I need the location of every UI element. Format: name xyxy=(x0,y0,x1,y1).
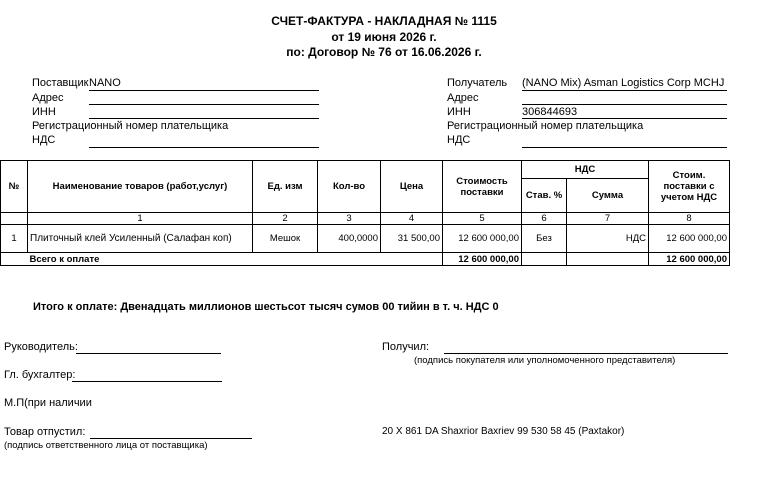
row-qty: 400,0000 xyxy=(318,225,381,253)
row-item-name: Плиточный клей Усиленный (Салафан коп) xyxy=(28,225,253,253)
row-total: 12 600 000,00 xyxy=(649,225,730,253)
supplier-label: Поставщик xyxy=(32,77,89,89)
invoice-table xyxy=(0,160,730,266)
supplier-vat-line xyxy=(89,147,319,148)
col-number: 5 xyxy=(443,213,522,225)
released-label: Товар отпустил: xyxy=(4,426,86,438)
recipient-name: (NANO Mix) Asman Logistics Corp MCHJ xyxy=(522,77,725,89)
head-signature-line xyxy=(76,353,221,354)
recipient-vat-label: НДС xyxy=(447,134,471,146)
received-signature-line xyxy=(444,353,728,354)
supplier-inn-label: ИНН xyxy=(32,106,56,118)
total-cost: 12 600 000,00 xyxy=(443,253,522,266)
total-label: Всего к оплате xyxy=(28,253,443,266)
col-number: 3 xyxy=(318,213,381,225)
header-name: Наименование товаров (работ,услуг) xyxy=(28,161,253,213)
driver-info: 20 X 861 DA Shaxrior Baxriev 99 530 58 45 (Paxtakor) xyxy=(382,426,625,437)
recipient-label: Получатель xyxy=(447,77,508,89)
row-price: 31 500,00 xyxy=(381,225,443,253)
row-cost: 12 600 000,00 xyxy=(443,225,522,253)
header-qty: Кол-во xyxy=(318,161,381,213)
header-unit: Ед. изм xyxy=(253,161,318,213)
row-vat-rate: Без xyxy=(522,225,567,253)
supplier-vat-label: НДС xyxy=(32,134,56,146)
supplier-address-label: Адрес xyxy=(32,92,64,104)
header-num: № xyxy=(1,161,28,213)
row-num: 1 xyxy=(1,225,28,253)
header-vat-rate: Став. % xyxy=(522,179,567,213)
col-number xyxy=(1,213,28,225)
supplier-address-line xyxy=(89,104,319,105)
total-row xyxy=(1,253,730,266)
header-cost: Стоимость поставки xyxy=(443,161,522,213)
invoice-title: СЧЕТ-ФАКТУРА - НАКЛАДНАЯ № 1115 xyxy=(271,14,497,28)
total-summary-text: Итого к оплате: Двенадцать миллионов шестьсот тысяч сумов 00 тийин в т. ч. НДС 0 xyxy=(33,301,499,313)
header-price: Цена xyxy=(381,161,443,213)
recipient-inn-line xyxy=(522,118,727,119)
stamp-label: М.П(при наличии xyxy=(4,397,92,409)
col-number: 1 xyxy=(28,213,253,225)
total-with-vat: 12 600 000,00 xyxy=(649,253,730,266)
header-total: Стоим. поставки с учетом НДС xyxy=(649,161,730,213)
supplier-reg-label: Регистрационный номер плательщика xyxy=(32,120,229,132)
header-vat-group: НДС xyxy=(522,161,649,179)
col-number: 4 xyxy=(381,213,443,225)
supplier-name: NANO xyxy=(89,77,121,89)
accountant-signature-line xyxy=(72,381,222,382)
recipient-vat-line xyxy=(522,147,727,148)
supplier-name-line xyxy=(89,90,319,91)
received-note: (подпись покупателя или уполномоченного представителя) xyxy=(414,355,676,366)
col-number: 6 xyxy=(522,213,567,225)
accountant-label: Гл. бухгалтер: xyxy=(4,369,76,381)
col-number: 8 xyxy=(649,213,730,225)
head-label: Руководитель: xyxy=(4,341,78,353)
header-vat-sum: Сумма xyxy=(567,179,649,213)
supplier-inn-line xyxy=(89,118,319,119)
received-label: Получил: xyxy=(382,341,430,353)
col-number: 7 xyxy=(567,213,649,225)
column-number-row xyxy=(1,213,730,225)
recipient-address-label: Адрес xyxy=(447,92,479,104)
recipient-inn: 306844693 xyxy=(522,106,578,118)
recipient-name-line xyxy=(522,90,727,91)
recipient-reg-label: Регистрационный номер плательщика xyxy=(447,120,644,132)
row-unit: Мешок xyxy=(253,225,318,253)
recipient-address-line xyxy=(522,104,727,105)
invoice-contract: по: Договор № 76 от 16.06.2026 г. xyxy=(286,45,482,59)
row-vat-sum: НДС xyxy=(567,225,649,253)
invoice-date: от 19 июня 2026 г. xyxy=(331,30,437,44)
released-note: (подпись ответственного лица от поставщика) xyxy=(4,440,208,451)
released-signature-line xyxy=(90,438,252,439)
table-row xyxy=(1,225,730,253)
table-header-row xyxy=(1,161,730,179)
recipient-inn-label: ИНН xyxy=(447,106,471,118)
col-number: 2 xyxy=(253,213,318,225)
